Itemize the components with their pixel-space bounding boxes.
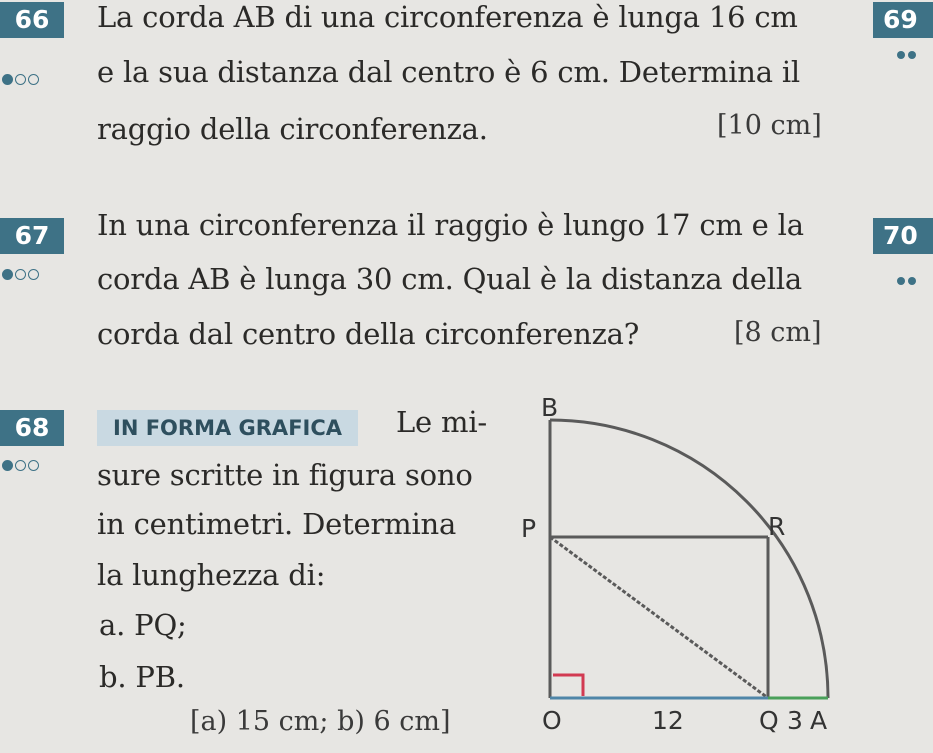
right-angle-mark (553, 675, 583, 696)
label-r: R (768, 512, 786, 541)
measure-oq: 12 (652, 706, 684, 735)
problem-67-answer: [8 cm] (734, 317, 822, 348)
problem-66-line-3: raggio della circonferenza. (97, 112, 488, 146)
label-o: O (542, 706, 562, 735)
difficulty-dots (2, 456, 41, 470)
problem-66-line-2: e la sua distanza dal centro è 6 cm. Determina il (97, 55, 801, 89)
problem-number-67: 67 (0, 218, 64, 254)
difficulty-dots (2, 70, 41, 84)
problem-number-70: 70 (873, 218, 933, 254)
problem-number-68: 68 (0, 410, 64, 446)
problem-68-line-1: Le mi- (396, 405, 488, 439)
problem-68-item-b: b. PB. (99, 660, 185, 694)
problem-66-line-1: La corda AB di una circonferenza è lunga 16 cm (97, 0, 798, 34)
difficulty-dots (897, 270, 919, 289)
problem-67-line-3: corda dal centro della circonferenza? (97, 317, 640, 351)
problem-66-answer: [10 cm] (717, 110, 822, 141)
measure-qa: 3 (787, 706, 803, 735)
problem-67-line-2: corda AB è lunga 30 cm. Qual è la distanza della (97, 262, 802, 296)
difficulty-dots (897, 44, 919, 63)
label-p: P (521, 514, 537, 543)
problem-68-line-2: sure scritte in figura sono (97, 458, 473, 492)
problem-number-66: 66 (0, 2, 64, 38)
problem-68-line-4: la lunghezza di: (97, 558, 326, 592)
problem-68-line-3: in centimetri. Determina (97, 507, 457, 541)
label-a: A (810, 706, 828, 735)
label-q: Q (759, 706, 779, 735)
in-forma-grafica-tag: IN FORMA GRAFICA (97, 410, 358, 446)
problem-number-69: 69 (873, 2, 933, 38)
problem-68-item-a: a. PQ; (99, 608, 187, 642)
problem-68-answer: [a) 15 cm; b) 6 cm] (190, 706, 451, 737)
arc-ba (550, 420, 828, 698)
difficulty-dots (2, 265, 41, 279)
label-b: B (541, 393, 559, 422)
problem-67-line-1: In una circonferenza il raggio è lungo 17 cm e la (97, 208, 804, 242)
segment-pq (550, 537, 768, 698)
